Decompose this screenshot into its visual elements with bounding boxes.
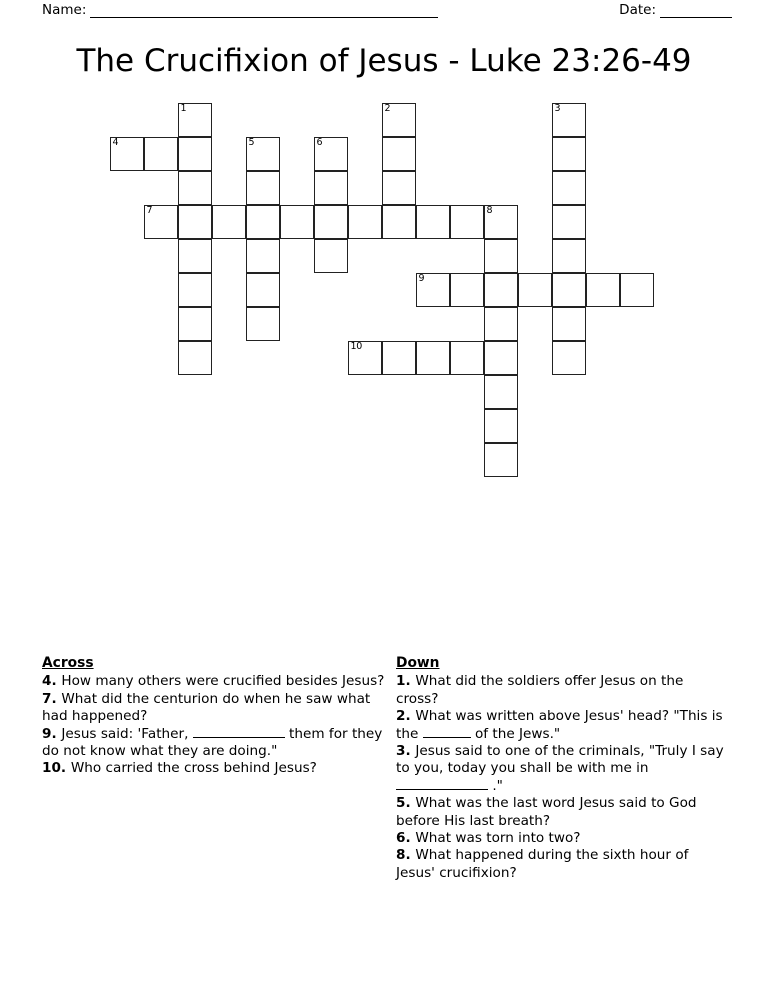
clue-text-continued: them for they do not know what they are doing." — [42, 725, 383, 760]
clue-number: 1. — [396, 673, 416, 690]
grid-cell[interactable] — [314, 205, 348, 239]
grid-cell-number: 1 — [180, 103, 187, 114]
grid-cell[interactable] — [416, 273, 450, 307]
down-clue-column — [396, 655, 726, 882]
grid-cell[interactable] — [552, 205, 586, 239]
down-clue-list — [396, 673, 726, 882]
clue-number: 2. — [396, 708, 416, 725]
across-clue-column — [42, 655, 390, 882]
clue-blank-line — [396, 789, 488, 790]
clue-number: 6. — [396, 830, 416, 847]
grid-cell[interactable] — [178, 205, 212, 239]
grid-cell[interactable] — [450, 205, 484, 239]
clue-number: 8. — [396, 847, 416, 864]
clue-text: Jesus said to one of the criminals, "Truly I say to you, today you shall be with me in — [396, 743, 724, 777]
grid-cell[interactable] — [178, 273, 212, 307]
clue-number: 5. — [396, 795, 416, 812]
grid-cell-number: 10 — [350, 341, 362, 352]
clue-item — [396, 673, 726, 708]
grid-cell[interactable] — [552, 103, 586, 137]
grid-cell-number: 6 — [316, 137, 323, 148]
clue-blank-line — [193, 737, 285, 738]
across-heading: Across — [42, 655, 94, 671]
grid-cell[interactable] — [484, 375, 518, 409]
grid-cell[interactable] — [280, 205, 314, 239]
grid-cell-number: 7 — [146, 205, 153, 216]
grid-cell[interactable] — [620, 273, 654, 307]
grid-cell[interactable] — [314, 239, 348, 273]
grid-cell[interactable] — [416, 205, 450, 239]
grid-cell[interactable] — [586, 273, 620, 307]
grid-cell-number: 4 — [112, 137, 119, 148]
clue-text: What did the centurion do when he saw what had happened? — [42, 690, 371, 725]
clue-text-continued: of the Jews." — [470, 725, 561, 742]
clue-item — [396, 743, 726, 795]
grid-cell-number: 2 — [384, 103, 391, 114]
grid-cell[interactable] — [416, 341, 450, 375]
grid-cell[interactable] — [212, 205, 246, 239]
date-label: Date: — [619, 2, 656, 18]
grid-cell-number: 8 — [486, 205, 493, 216]
grid-cell[interactable] — [484, 409, 518, 443]
clue-text: What did the soldiers offer Jesus on the cross? — [396, 673, 684, 707]
clue-item — [42, 691, 390, 726]
grid-cell[interactable] — [178, 171, 212, 205]
grid-cell[interactable] — [552, 341, 586, 375]
grid-cell[interactable] — [484, 307, 518, 341]
grid-cell[interactable] — [484, 443, 518, 477]
grid-cell[interactable] — [348, 205, 382, 239]
clue-blank-line — [423, 737, 471, 738]
clue-item — [42, 760, 390, 777]
grid-cell[interactable] — [314, 137, 348, 171]
grid-cell[interactable] — [314, 171, 348, 205]
clue-text: How many others were crucified besides Jesus? — [61, 673, 385, 690]
grid-cell[interactable] — [144, 137, 178, 171]
grid-cell[interactable] — [246, 273, 280, 307]
clues-section — [0, 655, 768, 882]
grid-cell[interactable] — [552, 307, 586, 341]
down-heading: Down — [396, 655, 440, 671]
grid-cell[interactable] — [552, 273, 586, 307]
clue-text: Jesus said: 'Father, — [61, 725, 193, 742]
clue-text-continued: ." — [488, 777, 503, 794]
grid-cell[interactable] — [382, 103, 416, 137]
grid-cell[interactable] — [484, 341, 518, 375]
clue-text: What was torn into two? — [415, 830, 581, 847]
grid-cell[interactable] — [382, 137, 416, 171]
clue-number: 3. — [396, 743, 416, 760]
across-clue-list — [42, 673, 390, 777]
grid-cell-number: 5 — [248, 137, 255, 148]
grid-cell[interactable] — [484, 273, 518, 307]
grid-cell[interactable] — [178, 341, 212, 375]
clue-item — [396, 830, 726, 847]
grid-cell[interactable] — [246, 307, 280, 341]
name-label: Name: — [42, 2, 87, 18]
grid-cell[interactable] — [110, 137, 144, 171]
clue-item — [42, 726, 390, 761]
page-title: The Crucifixion of Jesus - Luke 23:26-49 — [76, 43, 692, 79]
clue-text: What was the last word Jesus said to God before His last breath? — [396, 795, 697, 829]
grid-cell[interactable] — [348, 341, 382, 375]
clue-number: 7. — [42, 690, 62, 707]
clue-number: 10. — [42, 760, 71, 777]
grid-cell[interactable] — [552, 171, 586, 205]
grid-cell[interactable] — [246, 205, 280, 239]
clue-number: 9. — [42, 725, 62, 742]
clue-text: Who carried the cross behind Jesus? — [70, 760, 317, 777]
grid-cell[interactable] — [144, 205, 178, 239]
grid-cell[interactable] — [178, 307, 212, 341]
clue-number: 4. — [42, 673, 62, 690]
grid-cell[interactable] — [552, 137, 586, 171]
grid-cell[interactable] — [382, 205, 416, 239]
grid-cell[interactable] — [382, 341, 416, 375]
grid-cell[interactable] — [246, 171, 280, 205]
grid-cell[interactable] — [484, 239, 518, 273]
grid-cell[interactable] — [382, 171, 416, 205]
clue-text: What happened during the sixth hour of Jesus' crucifixion? — [396, 847, 689, 881]
clue-item — [42, 673, 390, 690]
grid-cell[interactable] — [484, 205, 518, 239]
grid-cell-number: 9 — [418, 273, 425, 284]
grid-cell[interactable] — [178, 239, 212, 273]
grid-cell[interactable] — [450, 341, 484, 375]
clue-item — [396, 708, 726, 743]
clue-text: What was written above Jesus' head? "This is the — [396, 708, 723, 742]
grid-cell-number: 3 — [554, 103, 561, 114]
grid-cell[interactable] — [518, 273, 552, 307]
clue-item — [396, 847, 726, 882]
grid-cell[interactable] — [178, 137, 212, 171]
clue-item — [396, 795, 726, 830]
grid-cell[interactable] — [552, 239, 586, 273]
grid-cell[interactable] — [450, 273, 484, 307]
grid-cell[interactable] — [246, 137, 280, 171]
grid-cell[interactable] — [246, 239, 280, 273]
grid-cell[interactable] — [178, 103, 212, 137]
